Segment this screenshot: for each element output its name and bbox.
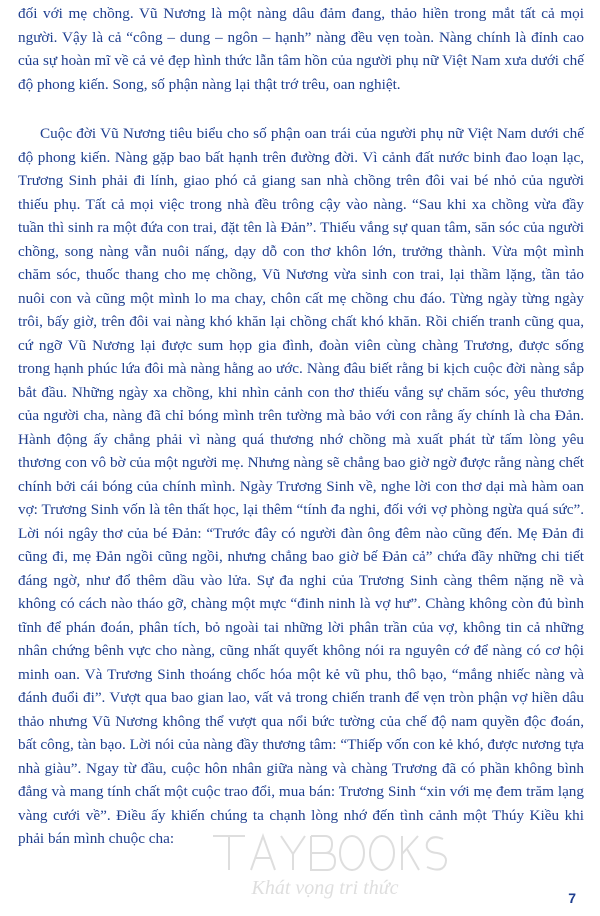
- paragraph-1: đối với mẹ chồng. Vũ Nương là một nàng dâu đảm đang, thảo hiền trong mắt tất cả mọi người. Vậy là cả “công – dung – ngôn – hạnh” nàng đều vẹn toàn. Nàng chính là đỉnh cao của sự hoàn mĩ về cả vẻ đẹp hình thức lẫn tâm hồn của người phụ nữ Việt Nam xưa dưới chế độ phong kiến. Song, số phận nàng lại thật trớ trêu, oan nghiệt.: [18, 5, 584, 93]
- paragraph-2: Cuộc đời Vũ Nương tiêu biểu cho số phận oan trái của người phụ nữ Việt Nam dưới chế độ phong kiến. Nàng gặp bao bất hạnh trên đường đời. Vì cảnh đất nước binh đao loạn lạc, Trương Sinh phải đi lính, giao phó cả giang san nhà chồng trên đôi vai bé nhỏ của người thiếu phụ. Tất cả mọi việc trong nhà đều trông cậy vào nàng. “Sau khi xa chồng vừa đầy tuần thì sinh ra một đứa con trai, đặt tên là Đản”. Thiếu vắng sự quan tâm, săn sóc của người chồng, song nàng vẫn nuôi nấng, dạy dỗ con thơ khôn lớn, trưởng thành. Vừa một mình chăm sóc, thuốc thang cho mẹ chồng, Vũ Nương vừa sinh con trai, lại thầm lặng, tần tảo nuôi con và cũng một mình lo ma chay, chôn cất mẹ chồng chu đáo. Từng ngày từng ngày trôi, bấy giờ, trên đôi vai nàng khó khăn lại chồng chất khó khăn. Rồi chiến tranh cũng qua, cứ ngỡ Vũ Nương lại được sum họp gia đình, đoàn viên cùng chàng Trương, được sống trong hạnh phúc lứa đôi mà nàng hằng ao ước. Nàng đâu biết rằng bi kịch cuộc đời nàng sắp bắt đầu. Những ngày xa chồng, khi nhìn cảnh con thơ thiếu vắng sự chăm sóc, yêu thương của người cha, nàng đã chỉ bóng mình trên tường mà bảo với con rằng ấy chính là cha Đản. Hành động ấy chẳng phải vì nàng quá thương nhớ chồng mà xuất phát từ tấm lòng yêu thương con vô bờ của một người mẹ. Nhưng nàng sẽ chẳng bao giờ ngờ được rằng nàng chết chính bởi cái bóng của chính mình. Ngày Trương Sinh về, nghe lời con thơ dại mà hàm oan vợ: Trương Sinh vốn là tên thất học, lại thêm “tính đa nghi, đối với vợ phòng ngừa quá sức”. Lời nói ngây thơ của bé Đản: “Trước đây có người đàn ông đêm nào cũng đến. Mẹ Đản đi cũng đi, mẹ Đản ngồi cũng ngồi, nhưng chẳng bao giờ bế Đản cả” chứa đầy những chi tiết đáng ngờ, như đổ thêm dầu vào lửa. Sự đa nghi của Trương Sinh càng thêm nặng nề và không có cách nào tháo gỡ, chàng một mực “đinh ninh là vợ hư”. Chàng không còn đủ bình tĩnh để phán đoán, phân tích, bỏ ngoài tai những lời phân trần của vợ, không tin cả những nhân chứng bênh vực cho nàng, cũng nhất quyết không nói ra nguyên cớ để nàng có cơ hội minh oan. Và Trương Sinh thoáng chốc hóa một kẻ vũ phu, thô bạo, “mắng nhiếc nàng và đánh đuổi đi”. Vượt qua bao gian lao, vất vả trong chiến tranh để vẹn tròn phận vợ hiền dâu thảo nhưng Vũ Nương không thể vượt qua nổi bức tường của chế độ nam quyền độc đoán, bất công, tàn bạo. Lời nói của nàng đầy thương tâm: “Thiếp vốn con kẻ khó, được nương tựa nhà giàu”. Ngay từ đầu, cuộc hôn nhân giữa nàng và chàng Trương đã có phần không bình đẳng và mang tính chất một cuộc trao đổi, mua bán: Trương Sinh “xin với mẹ đem trăm lạng vàng cưới về”. Điều ấy khiến chúng ta chạnh lòng nhớ đến tình cảnh một Thúy Kiều khi phải bán mình chuộc cha:: [18, 125, 584, 847]
- watermark-tagline: Khát vọng tri thức: [251, 877, 399, 899]
- page-number: 7: [568, 890, 576, 906]
